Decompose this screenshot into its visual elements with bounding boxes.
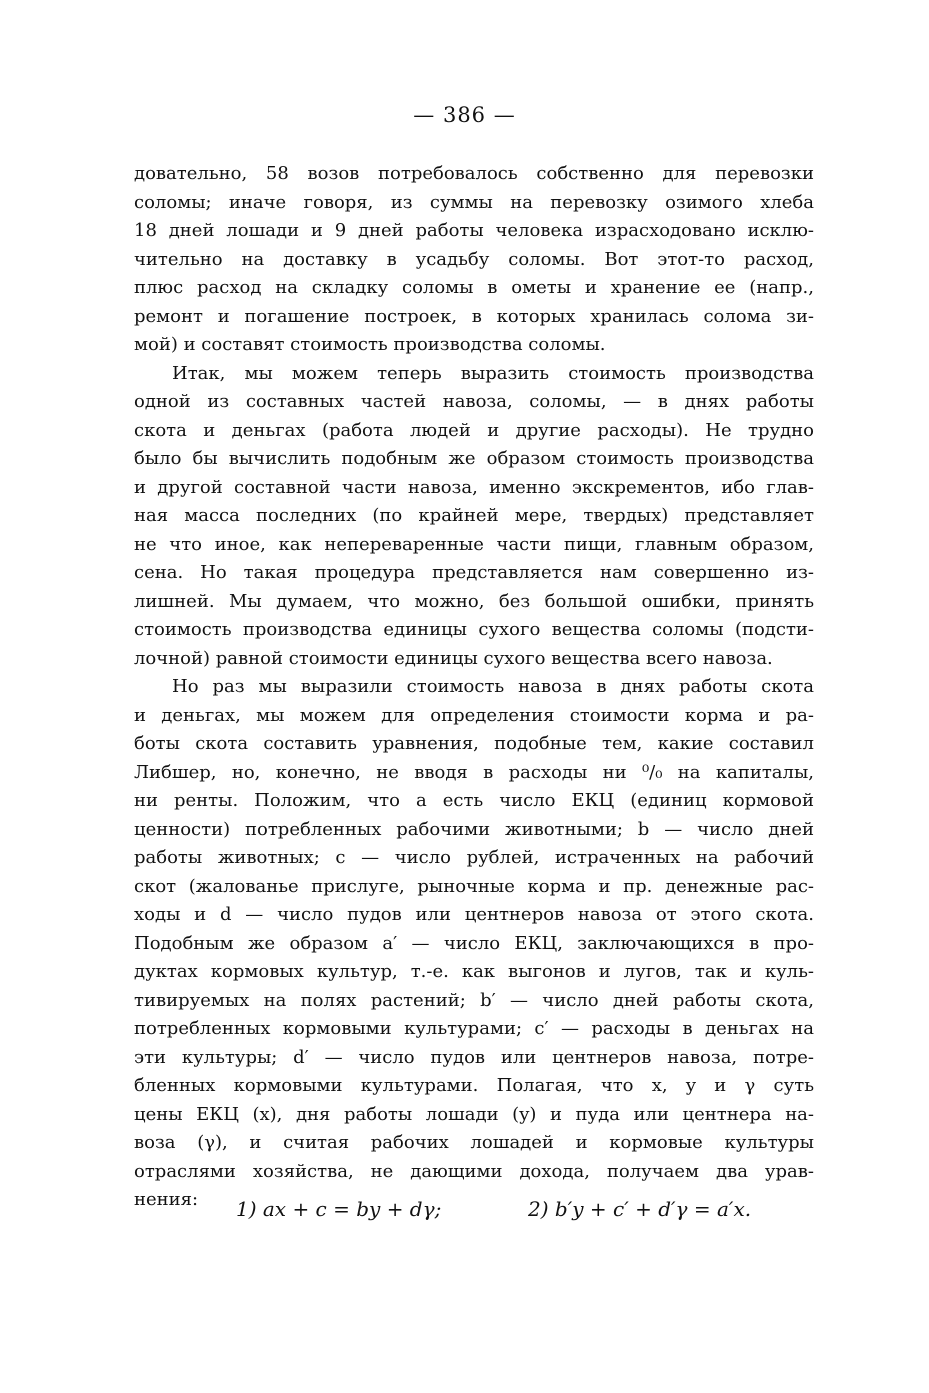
text-line: Подобным же образом a′ — число ЕКЦ, заключающихся в про- (134, 932, 814, 954)
text-line: боты скота составить уравнения, подобные тем, какие составил (134, 733, 814, 754)
text-line: 18 дней лошади и 9 дней работы человека израсходовано исклю- (134, 220, 814, 241)
text-line: не что иное, как непереваренные части пищи, главным образом, (134, 533, 814, 555)
text-line: эти культуры; d′ — число пудов или центнеров навоза, потре- (134, 1046, 814, 1068)
text-line: сена. Но такая процедура представляется нам совершенно из- (134, 562, 814, 583)
text-line: довательно, 58 возов потребовалось собственно для перевозки (134, 163, 814, 184)
text-line: скот (жалованье прислуге, рыночные корма и пр. денежные рас- (134, 875, 814, 897)
text-line: дуктах кормовых культур, т.-е. как выгонов и лугов, так и куль- (134, 961, 814, 982)
text-line: ни ренты. Положим, что a есть число ЕКЦ (единиц кормовой (134, 790, 814, 811)
text-line: скота и деньгах (работа людей и другие расходы). Не трудно (134, 419, 814, 441)
text-line: работы животных; c — число рублей, истраченных на рабочий (134, 847, 814, 868)
text-line: ходы и d — число пудов или центнеров навоза от этого скота. (134, 904, 814, 925)
page-number: — 386 — (413, 103, 516, 127)
text-line: мой) и составят стоимость производства соломы. (134, 334, 606, 355)
text-line: соломы; иначе говоря, из суммы на перевозку озимого хлеба (134, 191, 814, 213)
text-line: отраслями хозяйства, не дающими дохода, получаем два урав- (134, 1160, 814, 1182)
text-line: воза (γ), и считая рабочих лошадей и кормовые культуры (134, 1132, 814, 1153)
text-line: и деньгах, мы можем для определения стоимости корма и ра- (134, 704, 814, 726)
text-line: ценности) потребленных рабочими животными; b — число дней (134, 818, 814, 840)
text-line: тивируемых на полях растений; b′ — число дней работы скота, (134, 989, 814, 1011)
text-line: и другой составной части навоза, именно экскрементов, ибо глав- (134, 476, 814, 498)
text-line: потребленных кормовыми культурами; c′ — расходы в деньгах на (134, 1018, 814, 1039)
text-line: ная масса последних (по крайней мере, твердых) представляет (134, 505, 814, 526)
text-line: Итак, мы можем теперь выразить стоимость производства (172, 362, 814, 384)
text-line: ремонт и погашение построек, в которых хранилась солома зи- (134, 305, 814, 327)
text-line: лишней. Мы думаем, что можно, без большой ошибки, принять (134, 590, 814, 612)
text-line: Либшер, но, конечно, не вводя в расходы ни ⁰/₀ на капиталы, (134, 761, 814, 783)
text-line: чительно на доставку в усадьбу соломы. Вот этот-то расход, (134, 248, 814, 270)
text-line: нения: (134, 1189, 199, 1210)
text-line: стоимость производства единицы сухого вещества соломы (подсти- (134, 619, 814, 640)
text-line: цены ЕКЦ (x), дня работы лошади (y) и пуда или центнера на- (134, 1103, 814, 1125)
text-line: одной из составных частей навоза, соломы, — в днях работы (134, 391, 814, 412)
body-text (134, 160, 814, 1215)
text-line: плюс расход на складку соломы в ометы и хранение ее (напр., (134, 277, 814, 298)
text-line: Но раз мы выразили стоимость навоза в днях работы скота (172, 676, 814, 697)
text-line: было бы вычислить подобным же образом стоимость производства (134, 448, 814, 469)
equation-1: 1) ax + c = by + dγ; (236, 1197, 442, 1221)
equation-2: 2) b′y + c′ + d′γ = a′x. (528, 1197, 752, 1221)
text-line: лочной) равной стоимости единицы сухого вещества всего навоза. (134, 647, 773, 669)
text-line: бленных кормовыми культурами. Полагая, что x, y и γ суть (134, 1075, 814, 1096)
